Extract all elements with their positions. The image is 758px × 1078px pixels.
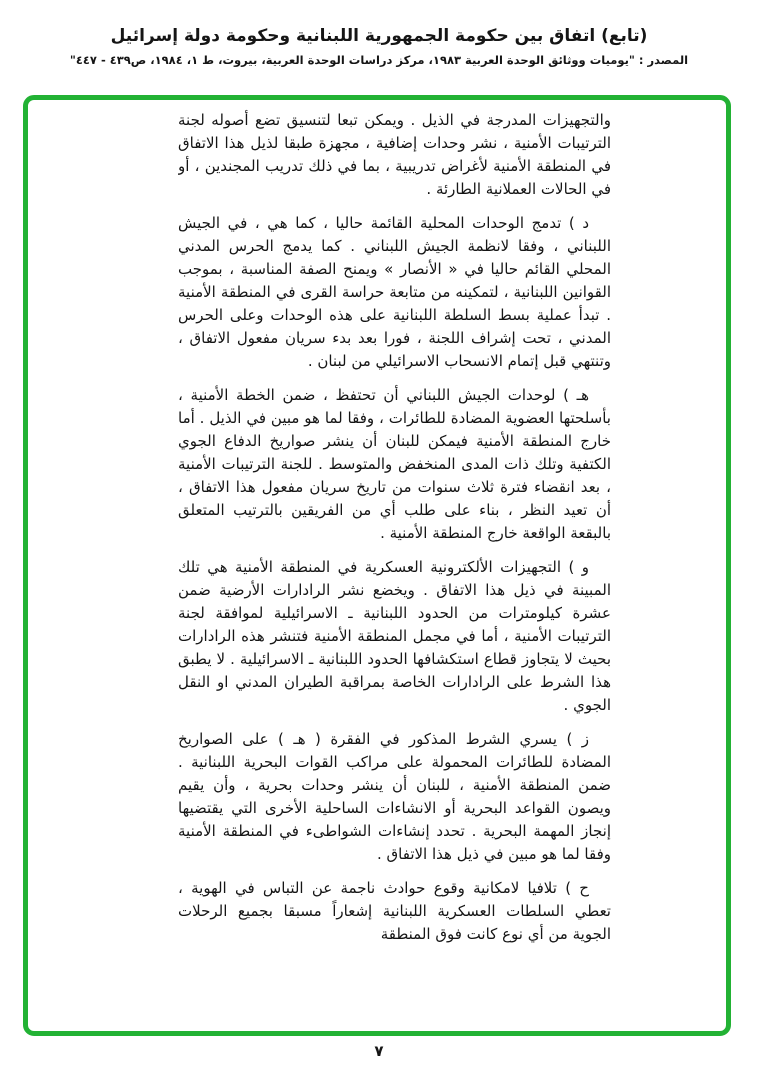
paragraph: هـ ) لوحدات الجيش اللبناني أن تحتفظ ، ضمن الخطة الأمنية ، بأسلحتها العضوية المضادة للطائرات ، وفقا لما هو مبين في الذيل . أما خارج المنطقة الأمنية فيمكن للبنان أن ينشر صواريخ الدفاع الجوي الكتفية وتلك ذات المدى المنخفض والمتوسط . للجنة الترتيبات الأمنية ، بعد انقضاء فترة ثلاث سنوات من تاريخ سريان مفعول هذا الاتفاق ، أن تعيد النظر ، بناء على طلب أي من الفريقين بالترتيب المتعلق بالبقعة الواقعة خارج المنطقة الأمنية . [178, 386, 611, 542]
document-title: (تابع) اتفاق بين حكومة الجمهورية اللبنانية وحكومة دولة إسرائيل [110, 26, 648, 46]
page-number: ٧ [374, 1042, 384, 1060]
page-header [0, 26, 758, 67]
green-border-frame [23, 95, 731, 1036]
source-citation: المصدر : "يوميات ووثائق الوحدة العربية ١٩٨٣، مركز دراسات الوحدة العربية، بيروت، ط ١، ١٩٨٤، ص٤٣٩ - ٤٤٧" [69, 53, 689, 67]
paragraph: والتجهيزات المدرجة في الذيل . ويمكن تبعا لتنسيق تضع أصوله لجنة الترتيبات الأمنية ، نشر وحدات إضافية ، مجهزة طبقا لذيل هذا الاتفاق في المنطقة الأمنية لأغراض تدريبية ، بما في ذلك تدريب المجندين ، أو في الحالات العملانية الطارئة . [178, 111, 611, 198]
paragraph: ز ) يسري الشرط المذكور في الفقرة ( هـ ) على الصواريخ المضادة للطائرات المحمولة على مراكب القوات البحرية اللبنانية . ضمن المنطقة الأمنية ، للبنان أن ينشر وحدات بحرية ، وأن يقيم ويصون القواعد البحرية أو الانشاءات الساحلية الأخرى التي يقتضيها إنجاز المهمة البحرية . تحدد إنشاءات الشواطىء في المنطقة الأمنية وفقا لما هو مبين في ذيل هذا الاتفاق . [178, 730, 611, 863]
paragraph: و ) التجهيزات الألكترونية العسكرية في المنطقة الأمنية هي تلك المبينة في ذيل هذا الاتفاق . ويخضع نشر الرادارات الأرضية ضمن عشرة كيلومترات من الحدود اللبنانية ـ الاسرائيلية لموافقة لجنة الترتيبات الأمنية ، أما في مجمل المنطقة الأمنية فتنشر هذه الرادارات بحيث لا يتجاوز قطاع استكشافها الحدود اللبنانية ـ الاسرائيلية . لا يطبق هذا الشرط على الرادارات الخاصة بمراقبة الطيران المدني او النقل الجوي . [178, 558, 611, 714]
body-text-column [178, 109, 611, 1029]
paragraph: ح ) تلافيا لامكانية وقوع حوادث ناجمة عن التباس في الهوية ، تعطي السلطات العسكرية اللبنانية إشعاراً مسبقا بجميع الرحلات الجوية من أي نوع كانت فوق المنطقة [178, 879, 611, 943]
paragraph: د ) تدمج الوحدات المحلية القائمة حاليا ، كما هي ، في الجيش اللبناني ، وفقا لانظمة الجيش اللبناني . كما يدمج الحرس المدني المحلي القائم حاليا في « الأنصار » ويمنح الصفة المناسبة ، بموجب القوانين اللبنانية ، لتمكينه من متابعة حراسة القرى في المنطقة الأمنية . تبدأ عملية بسط السلطة اللبنانية على هذه الوحدات وعلى الحرس المدني ، تحت إشراف اللجنة ، فورا بعد بدء سريان مفعول الاتفاق ، وتنتهي قبل إتمام الانسحاب الاسرائيلي من لبنان . [178, 214, 611, 370]
page-footer [0, 1041, 758, 1060]
